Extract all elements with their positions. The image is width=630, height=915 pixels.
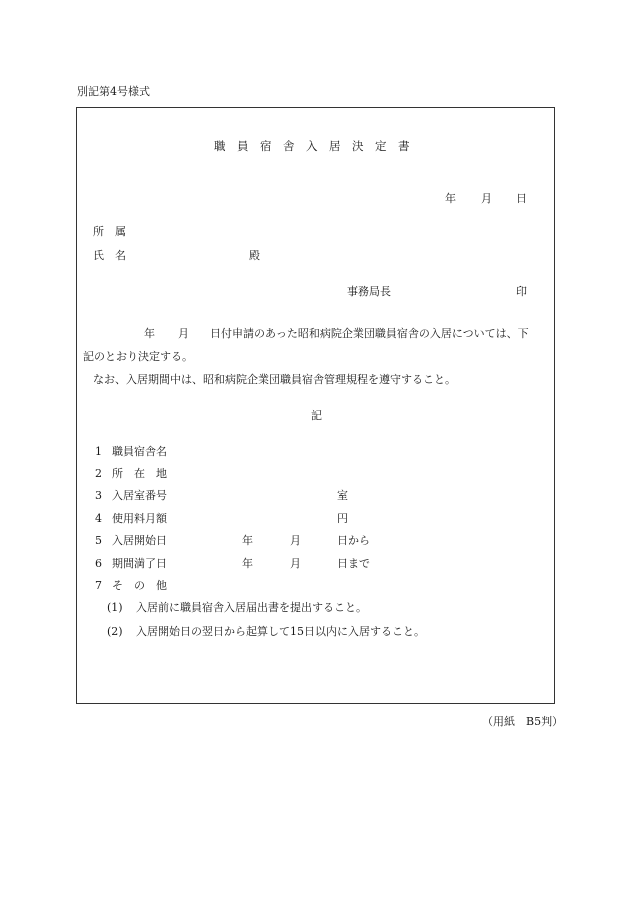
item-number: 7 bbox=[95, 579, 102, 592]
sub-item-number: (2) bbox=[107, 625, 123, 638]
item-number: 3 bbox=[95, 489, 102, 502]
sub-item-number: (1) bbox=[107, 601, 123, 614]
item-label-residence-name: 職員宿舎名 bbox=[112, 445, 167, 458]
document-title: 職員宿舎入居決定書 bbox=[214, 139, 421, 153]
item-suffix-from: 日から bbox=[337, 534, 370, 547]
item-number: 4 bbox=[95, 512, 102, 525]
body-text-line-1: 日付申請のあった昭和病院企業団職員宿舎の入居については、下 bbox=[210, 327, 529, 340]
item-month-label: 月 bbox=[290, 557, 301, 570]
date-month-label: 月 bbox=[481, 192, 492, 205]
item-label-other: その他 bbox=[112, 579, 178, 592]
body-text-line-3: なお、入居期間中は、昭和病院企業団職員宿舎管理規程を遵守すること。 bbox=[93, 373, 456, 386]
form-label: 別記第4号様式 bbox=[77, 85, 150, 98]
date-year-label: 年 bbox=[445, 192, 456, 205]
body-month-label: 月 bbox=[178, 327, 189, 340]
item-suffix-yen: 円 bbox=[337, 512, 348, 525]
item-year-label: 年 bbox=[242, 557, 253, 570]
item-label-end-date: 期間満了日 bbox=[112, 557, 167, 570]
date-day-label: 日 bbox=[516, 192, 527, 205]
item-suffix-room: 室 bbox=[337, 489, 348, 502]
sub-item-text: 入居前に職員宿舎入居届出書を提出すること。 bbox=[136, 601, 367, 614]
item-number: 2 bbox=[95, 467, 102, 480]
item-year-label: 年 bbox=[242, 534, 253, 547]
item-number: 1 bbox=[95, 445, 102, 458]
body-text-line-2: 記のとおり決定する。 bbox=[83, 350, 193, 363]
item-label-location: 所在地 bbox=[112, 467, 178, 480]
item-number: 6 bbox=[95, 557, 102, 570]
seal-mark: 印 bbox=[516, 285, 527, 298]
body-year-label: 年 bbox=[144, 327, 155, 340]
honorific: 殿 bbox=[249, 249, 260, 262]
item-month-label: 月 bbox=[290, 534, 301, 547]
item-label-monthly-fee: 使用料月額 bbox=[112, 512, 167, 525]
name-label: 氏名 bbox=[93, 249, 137, 262]
item-number: 5 bbox=[95, 534, 102, 547]
item-label-start-date: 入居開始日 bbox=[112, 534, 167, 547]
sub-item-text: 入居開始日の翌日から起算して15日以内に入居すること。 bbox=[136, 625, 425, 638]
paper-size-note: （用紙 B5判） bbox=[482, 715, 564, 728]
issuer-title: 事務局長 bbox=[347, 285, 391, 298]
ki-heading: 記 bbox=[311, 409, 322, 422]
item-label-room-number: 入居室番号 bbox=[112, 489, 167, 502]
affiliation-label: 所属 bbox=[93, 225, 137, 238]
item-suffix-until: 日まで bbox=[337, 557, 370, 570]
